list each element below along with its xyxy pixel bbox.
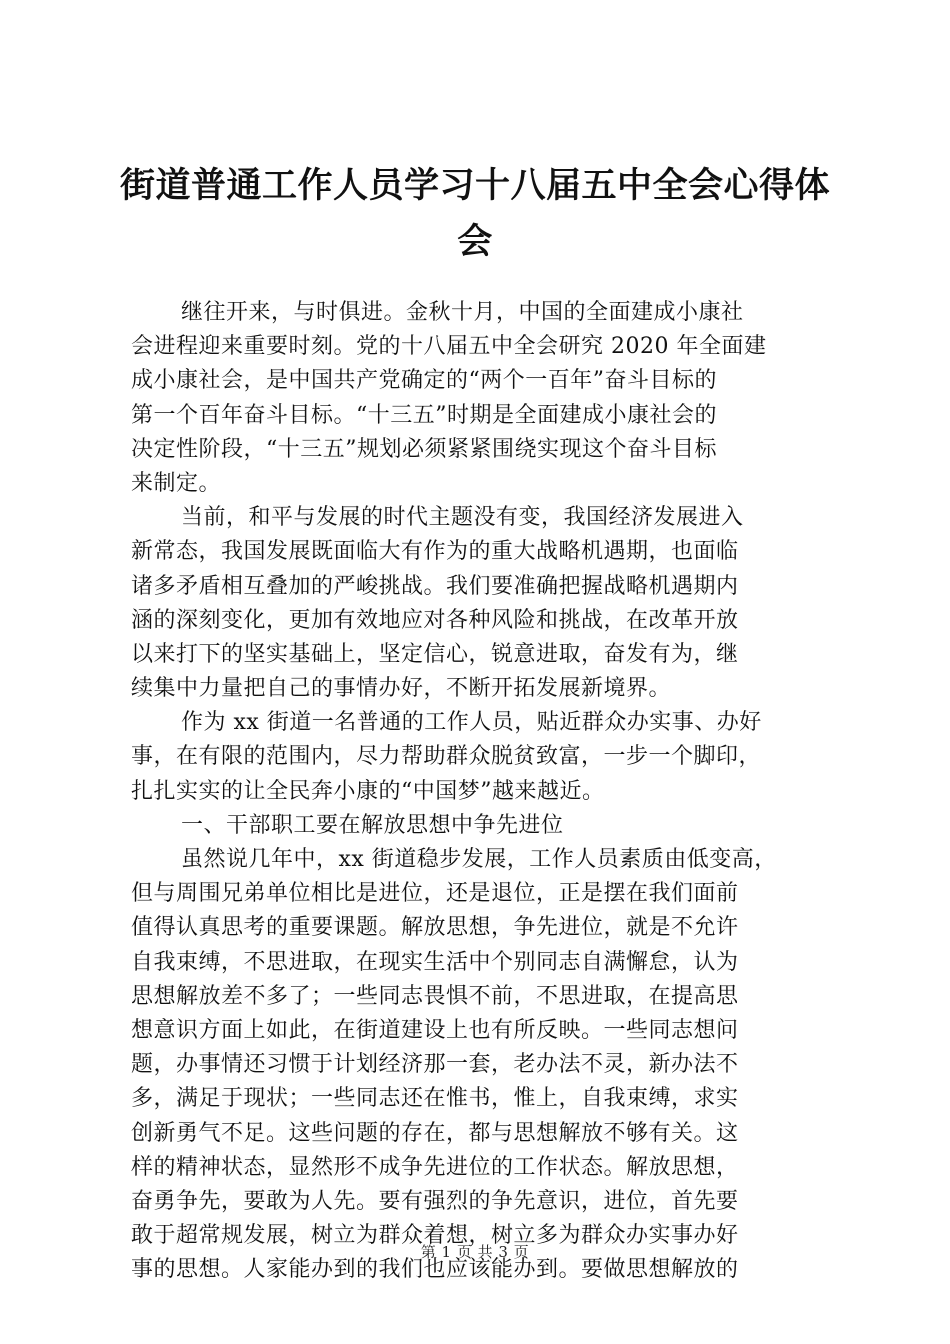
body-line: 自我束缚，不思进取，在现实生活中个别同志自满懈怠，认为 xyxy=(131,949,739,975)
body-line: 但与周围兄弟单位相比是进位，还是退位，正是摆在我们面前 xyxy=(131,881,739,907)
body-line: 值得认真思考的重要课题。解放思想，争先进位，就是不允许 xyxy=(131,915,739,941)
body-line: 一、干部职工要在解放思想中争先进位 xyxy=(181,812,564,838)
page-footer: 第 1 页 共 3 页 xyxy=(420,1243,530,1261)
body-line: 敢于超常规发展，树立为群众着想，树立多为群众办实事办好 xyxy=(131,1223,739,1249)
title-line-2: 会 xyxy=(457,221,493,262)
body-line: 思想解放差不多了；一些同志畏惧不前，不思进取，在提高思 xyxy=(131,983,739,1009)
body-line: 续集中力量把自己的事情办好，不断开拓发展新境界。 xyxy=(131,676,672,702)
body-line: 奋勇争先，要敢为人先。要有强烈的争先意识，进位，首先要 xyxy=(131,1188,739,1214)
document-body xyxy=(131,296,831,1287)
body-line: 想意识方面上如此，在街道建设上也有所反映。一些同志想问 xyxy=(131,1017,739,1043)
body-line: 事，在有限的范围内，尽力帮助群众脱贫致富，一步一个脚印， xyxy=(131,744,762,770)
body-line: 决定性阶段，“十三五”规划必须紧紧围绕实现这个奋斗目标 xyxy=(131,436,717,462)
body-line: 会进程迎来重要时刻。党的十八届五中全会研究 2020 年全面建 xyxy=(131,334,767,360)
body-line: 虽然说几年中，xx 街道稳步发展，工作人员素质由低变高， xyxy=(181,847,777,872)
body-line: 扎扎实实的让全民奔小康的“中国梦”越来越近。 xyxy=(131,778,605,804)
document-title xyxy=(100,158,850,270)
body-line: 作为 xx 街道一名普通的工作人员，贴近群众办实事、办好 xyxy=(181,710,762,736)
body-line: 诸多矛盾相互叠加的严峻挑战。我们要准确把握战略机遇期内 xyxy=(131,573,739,599)
body-line: 题，办事情还习惯于计划经济那一套，老办法不灵，新办法不 xyxy=(131,1052,739,1078)
body-line: 当前，和平与发展的时代主题没有变，我国经济发展进入 xyxy=(181,505,744,531)
body-line: 样的精神状态，显然形不成争先进位的工作状态。解放思想， xyxy=(131,1154,739,1180)
body-line: 新常态，我国发展既面临大有作为的重大战略机遇期，也面临 xyxy=(131,539,739,565)
body-line: 成小康社会，是中国共产党确定的“两个一百年”奋斗目标的 xyxy=(131,368,717,394)
body-line: 来制定。 xyxy=(131,470,222,496)
body-line: 涵的深刻变化，更加有效地应对各种风险和挑战，在改革开放 xyxy=(131,607,739,633)
body-line: 事的思想。人家能办到的我们也应该能办到。要做思想解放的 xyxy=(131,1257,739,1283)
body-line: 多，满足于现状；一些同志还在惟书，惟上，自我束缚，求实 xyxy=(131,1086,739,1112)
title-line-1: 街道普通工作人员学习十八届五中全会心得体 xyxy=(119,165,830,206)
body-line: 创新勇气不足。这些问题的存在，都与思想解放不够有关。这 xyxy=(131,1120,739,1146)
body-line: 第一个百年奋斗目标。“十三五”时期是全面建成小康社会的 xyxy=(131,402,717,428)
body-line: 继往开来，与时俱进。金秋十月，中国的全面建成小康社 xyxy=(181,300,744,325)
body-line: 以来打下的坚实基础上，坚定信心，锐意进取，奋发有为，继 xyxy=(131,641,739,667)
